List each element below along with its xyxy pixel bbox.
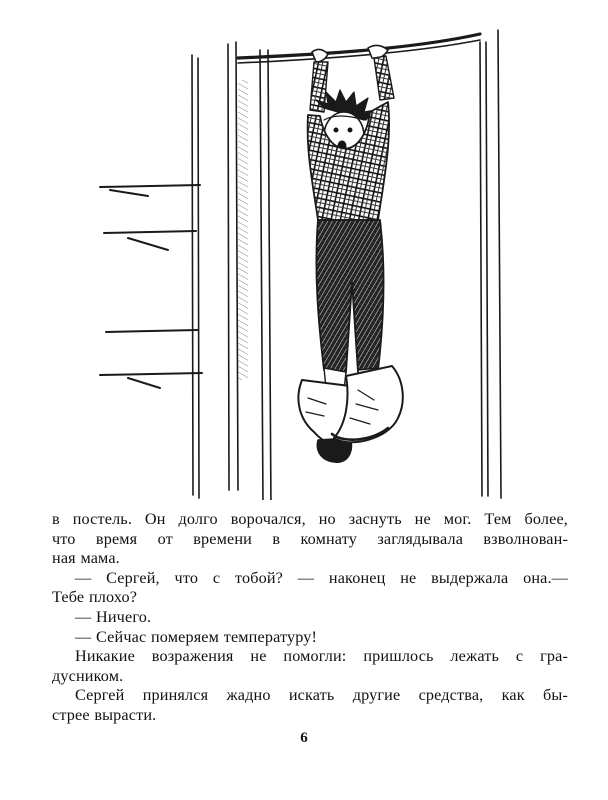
- text-line: в постель. Он долго ворочался, но заснуть не мог. Тем более,: [52, 510, 568, 528]
- text-line: — Ничего.: [75, 607, 152, 626]
- text-line: Тебе плохо?: [52, 588, 138, 607]
- door-frame-lines: [192, 42, 271, 500]
- text-line: — Сейчас померяем температуру!: [75, 627, 318, 646]
- text-line: — Сергей, что с тобой? — наконец не выдержала она.—: [75, 568, 568, 587]
- text-line: дусником.: [52, 666, 124, 685]
- text-line: что время от времени в комнату заглядывала взволнован-: [52, 529, 568, 548]
- text-line: ная мама.: [52, 549, 120, 568]
- page-number: 6: [300, 730, 308, 746]
- boy-hanging-on-bar-illustration: [88, 20, 520, 500]
- text-line: Сергей принялся жадно искать другие средства, как бы-: [75, 686, 568, 705]
- text-line: стрее вырасти.: [52, 705, 157, 724]
- body-text: [52, 510, 568, 726]
- shelf-lines: [100, 185, 202, 388]
- text-line: Никакие возражения не помогли: пришлось лежать с гра-: [75, 647, 568, 666]
